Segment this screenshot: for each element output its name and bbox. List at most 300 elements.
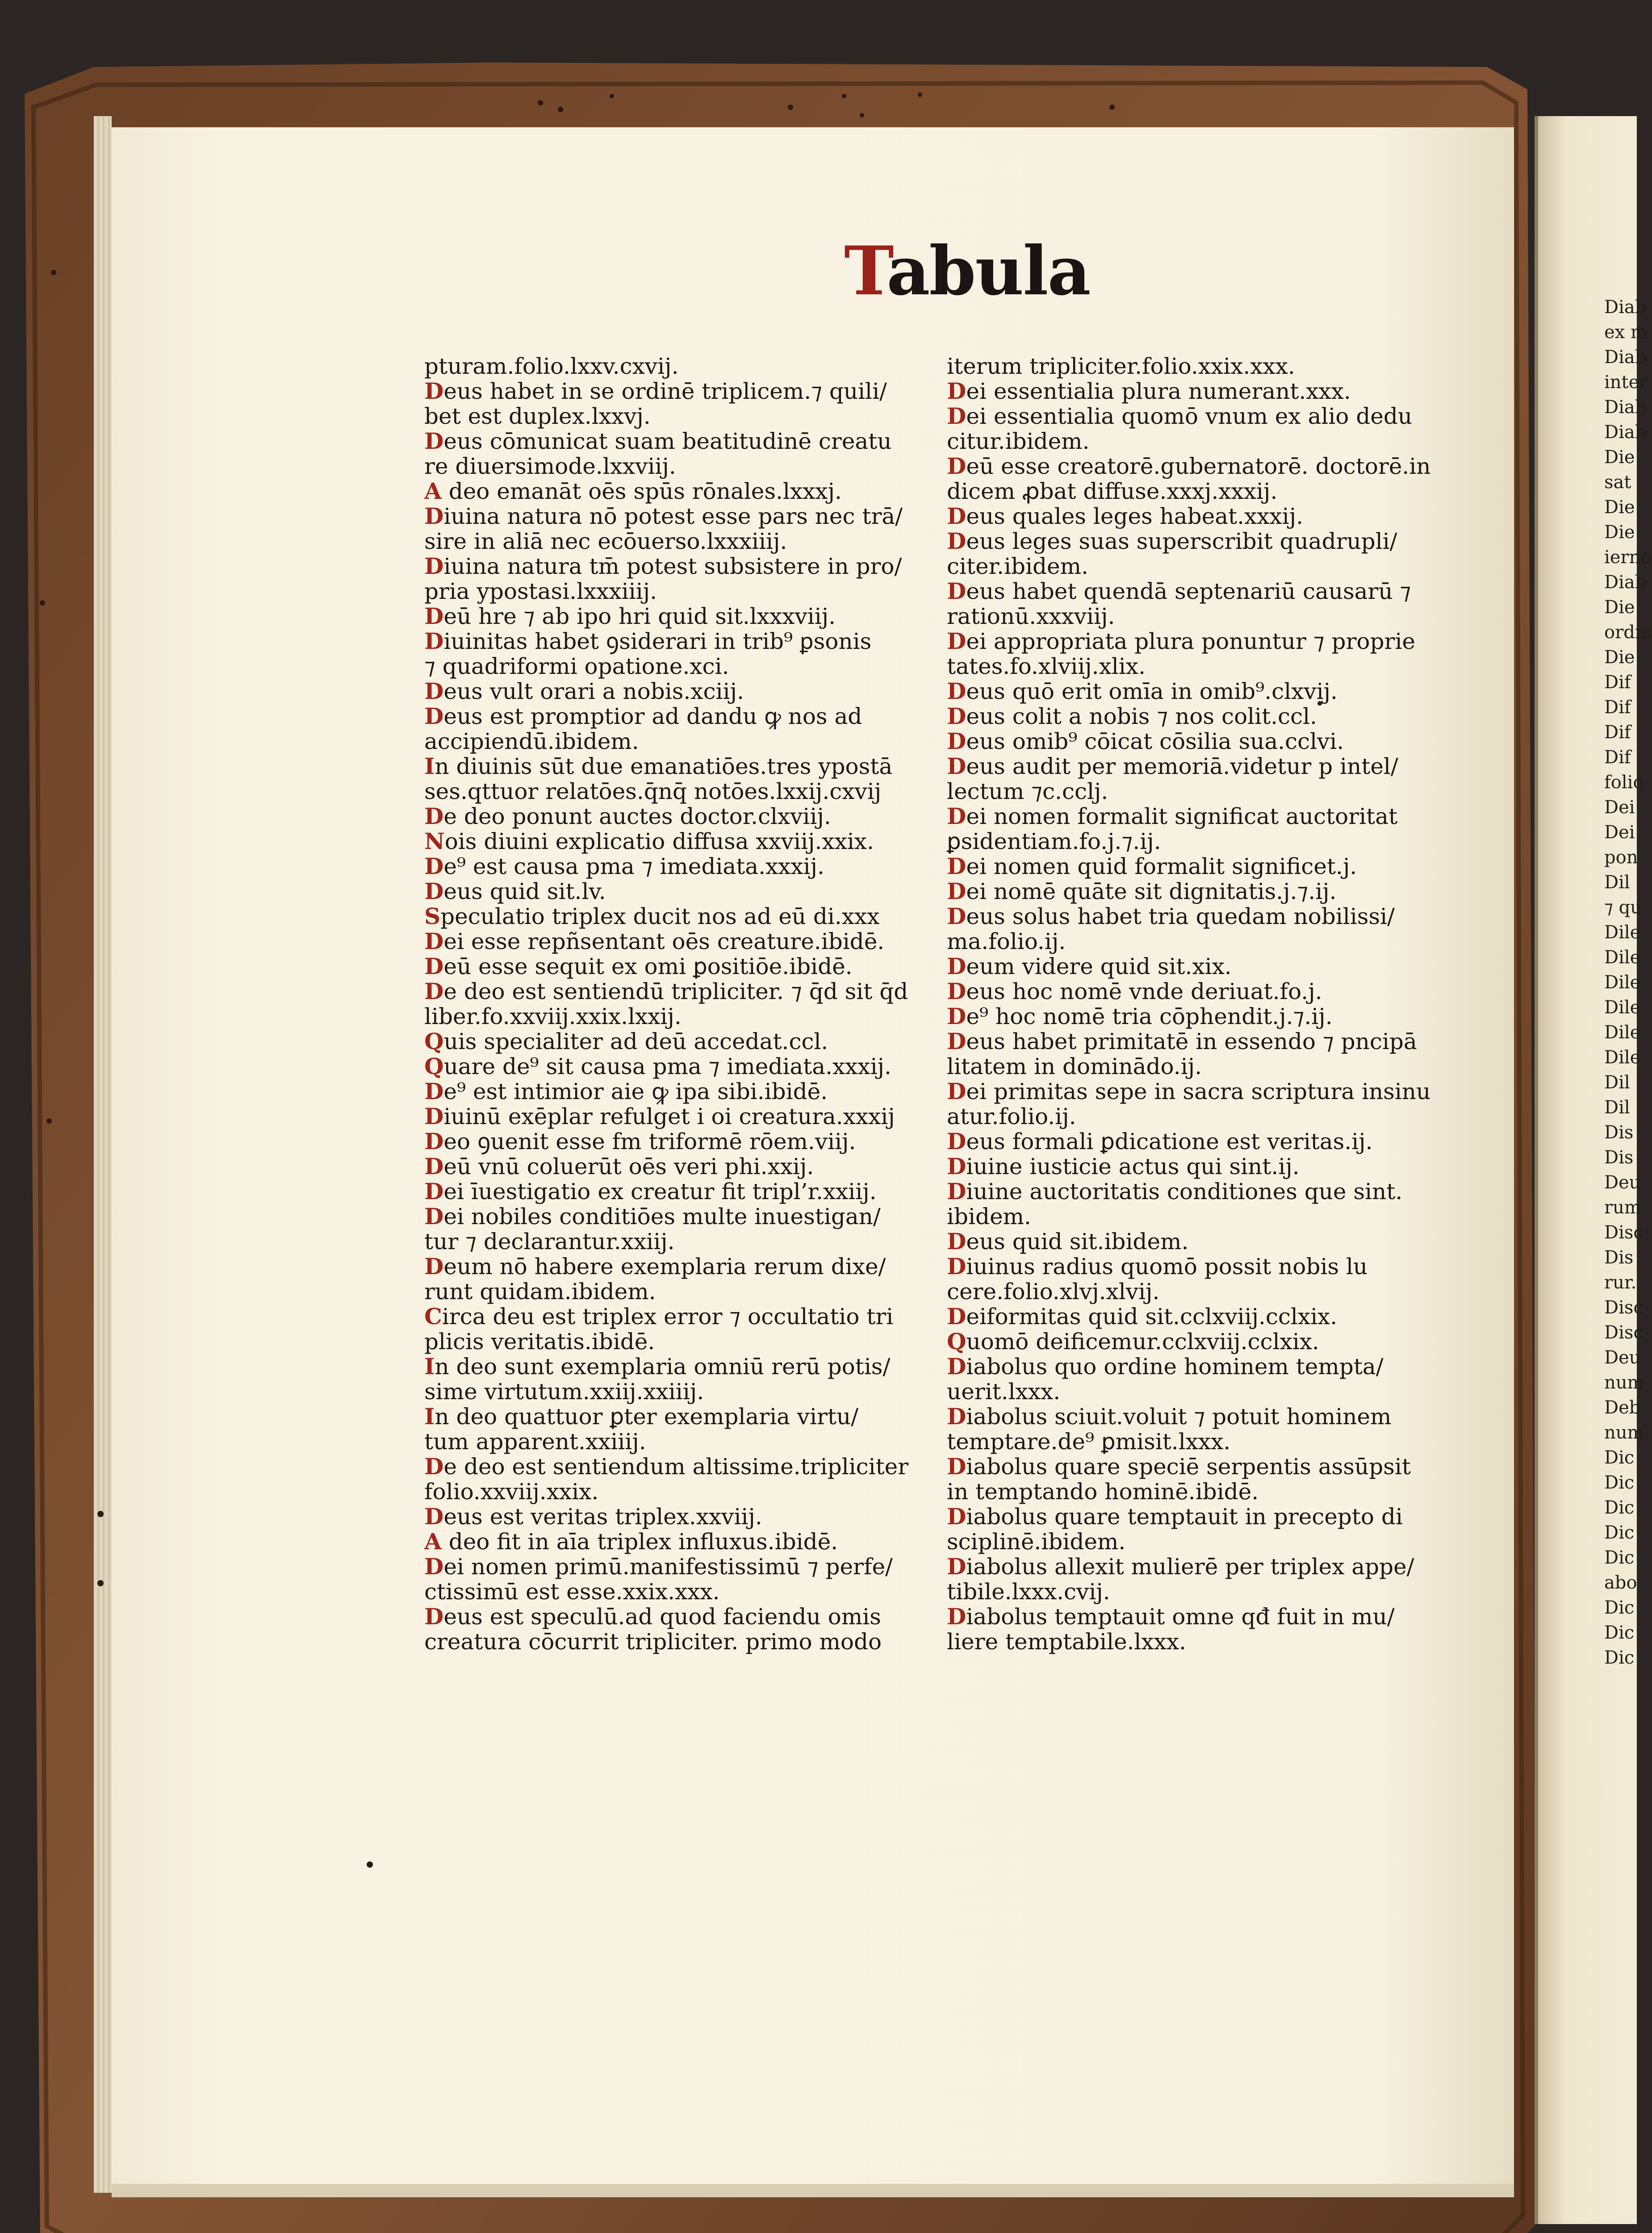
index-entry-line (947, 1004, 1430, 1029)
entry-text: peculatio triplex ducit nos ad eū di.xxx (440, 903, 880, 929)
entry-text: iabolus temptauit omne qđ fuit in mu/ (966, 1604, 1395, 1630)
index-entry-line (947, 1254, 1430, 1279)
page-title (844, 232, 1090, 310)
index-entry-line (947, 379, 1430, 404)
index-entry-line (424, 379, 908, 404)
rubricated-initial: D (947, 1178, 966, 1204)
entry-text: uare de⁹ sit causa pma ⁊ imediata.xxxij. (443, 1054, 891, 1079)
entry-text: iuina natura nō potest esse pars nec trā/ (443, 503, 903, 529)
facing-page-fragment: Dei (1604, 822, 1635, 843)
facing-page-fragment: Dis (1604, 1247, 1634, 1268)
index-entry-line: folio.xxviij.xxix. (424, 1479, 599, 1505)
index-entry-line (424, 1354, 908, 1379)
facing-page-fragment: Dic (1604, 1472, 1635, 1493)
entry-text: eū vnū coluerūt oēs veri phi.xxij. (443, 1154, 814, 1179)
facing-page-fragment: pon (1604, 847, 1638, 868)
index-entry-line (947, 704, 1430, 729)
facing-page-fragment: Dei (1604, 797, 1635, 818)
index-entry-line (424, 479, 908, 504)
index-entry-line: atur.folio.ij. (947, 1104, 1076, 1129)
facing-page-fragment: folio (1604, 772, 1644, 793)
index-entry-line (424, 879, 908, 904)
entry-text: ei nobiles conditiōes multe inuestigan/ (443, 1204, 881, 1229)
index-entry-line: pria ypostasi.lxxxiiij. (424, 578, 657, 604)
rubricated-initial: A (424, 478, 442, 504)
entry-text: eū hre ⁊ ab ipo hri quid sit.lxxxviij. (443, 603, 836, 629)
rubricated-initial: D (947, 1028, 966, 1054)
entry-text: eus formali ꝑdicatione est veritas.ij. (966, 1129, 1373, 1154)
index-entry-line (424, 1454, 908, 1479)
index-entry-line: uerit.lxxx. (947, 1379, 1061, 1405)
rubricated-initial: S (424, 903, 441, 929)
index-entry-line (947, 1454, 1430, 1479)
index-entry-line: plicis veritatis.ibidē. (424, 1329, 655, 1355)
rubricated-initial: D (424, 1203, 444, 1229)
index-entry-line (424, 1179, 908, 1204)
index-entry-line (947, 504, 1430, 529)
index-entry-line: ma.folio.ij. (947, 928, 1066, 954)
index-entry-line: accipiendū.ibidem. (424, 728, 639, 754)
facing-page-fragment: Disc (1604, 1297, 1644, 1318)
index-entry-line: cere.folio.xlvj.xlvij. (947, 1279, 1160, 1305)
rubricated-initial: D (947, 578, 966, 604)
entry-text: irca deu est triplex error ⁊ occultatio tri (442, 1304, 894, 1330)
facing-page-fragment: sat (1604, 472, 1631, 493)
facing-page-fragment: Dif (1604, 747, 1631, 768)
rubricated-initial: N (424, 828, 445, 854)
entry-text: eus quō erit omīa in omib⁹.clxvij. (966, 678, 1338, 704)
entry-text: eus est veritas triplex.xxviij. (443, 1504, 762, 1530)
facing-page-fragment: Dic (1604, 1597, 1635, 1618)
rubricated-initial: D (424, 603, 444, 629)
facing-page-fragment: num (1604, 1372, 1644, 1393)
entry-text: uis specialiter ad deū accedat.ccl. (443, 1029, 828, 1054)
entry-text: eus habet quendā septenariū causarū ⁊ (966, 578, 1411, 604)
entry-text: ei primitas sepe in sacra scriptura insinu (966, 1079, 1431, 1104)
rubricated-initial: D (947, 903, 966, 929)
index-entry-line (424, 804, 908, 829)
rubricated-initial: D (424, 628, 444, 654)
index-entry-line (424, 629, 908, 654)
index-entry-line (947, 1179, 1430, 1204)
index-entry-line (947, 904, 1430, 929)
index-entry-line (424, 1029, 908, 1054)
index-entry-line (947, 1229, 1430, 1254)
facing-page-fragment: Deu (1604, 1347, 1641, 1368)
index-entry-line: litatem in dominādo.ij. (947, 1054, 1202, 1079)
entry-text: eus habet in se ordinē triplicem.⁊ quili/ (443, 378, 887, 404)
entry-text: eū esse sequit ex omi ꝑositiōe.ibidē. (443, 953, 853, 979)
rubricated-initial: D (947, 703, 966, 729)
index-entry-line (424, 904, 908, 929)
entry-text: ois diuini explicatio diffusa xxviij.xxix. (444, 828, 874, 854)
facing-page-fragment: Diab (1604, 572, 1647, 593)
index-entry-line (947, 729, 1430, 754)
entry-text: eus est speculū.ad quod faciendu omis (443, 1604, 881, 1630)
entry-text: iuinitas habet ꝯsiderari in trib⁹ ꝑsonis (443, 628, 872, 654)
facing-page-fragment: Dile (1604, 922, 1641, 943)
index-entry-line (424, 1504, 908, 1529)
rubricated-initial: D (947, 1253, 966, 1280)
facing-page-fragment: Dic (1604, 1522, 1635, 1543)
index-entry-line (424, 954, 908, 979)
index-entry-line: in temptando hominē.ibidē. (947, 1479, 1259, 1505)
entry-text: iabolus quare temptauit in precepto di (966, 1504, 1403, 1530)
index-entry-line (947, 454, 1430, 479)
rubricated-initial: D (947, 1503, 966, 1530)
entry-text: n diuinis sūt due emanatiōes.tres ypostā (435, 753, 893, 779)
entry-text: e⁹ est causa pma ⁊ imediata.xxxij. (443, 853, 824, 879)
facing-page-fragment: Dile (1604, 1022, 1641, 1043)
index-entry-line (424, 979, 908, 1004)
index-entry-line (947, 1604, 1430, 1629)
entry-text: eus audit per memoriā.videtur p intel/ (966, 753, 1398, 779)
facing-page-fragment: rum (1604, 1197, 1641, 1218)
title-rest: abula (887, 232, 1090, 310)
index-entry-line (947, 1354, 1430, 1379)
rubricated-initial: D (424, 928, 444, 954)
facing-page-fragment: Diab (1604, 297, 1647, 318)
entry-text: deo fit in aīa triplex influxus.ibidē. (441, 1529, 838, 1555)
rubricated-initial: D (947, 453, 966, 479)
facing-page-fragment: Diab (1604, 397, 1647, 418)
index-entry-line: sciplinē.ibidem. (947, 1529, 1126, 1555)
rubricated-initial: Q (947, 1328, 966, 1355)
facing-page-fragment: Die (1604, 497, 1635, 518)
entry-text: eus quales leges habeat.xxxij. (966, 503, 1303, 529)
facing-page-fragment: rur. (1604, 1272, 1637, 1293)
rubricated-initial: D (424, 1503, 444, 1530)
rubricated-initial: D (947, 878, 966, 904)
entry-text: eo ꝯuenit esse fm triformē rōem.viij. (443, 1129, 856, 1154)
rubricated-initial: D (947, 628, 966, 654)
facing-page-fragment: Dic (1604, 1447, 1635, 1468)
index-entry-line (424, 829, 908, 854)
facing-page-fragment: Dic (1604, 1648, 1635, 1668)
entry-text: iuine auctoritatis conditiones que sint. (966, 1179, 1403, 1204)
rubricated-initial: A (424, 1528, 442, 1555)
index-entry-line (424, 704, 908, 729)
index-entry-line (947, 1304, 1430, 1329)
rubricated-initial: D (947, 1228, 966, 1254)
index-entry-line (424, 604, 908, 629)
index-entry-line (947, 1329, 1430, 1354)
entry-text: ei nomen formalit significat auctoritat (966, 803, 1398, 829)
entry-text: eiformitas quid sit.cclxviij.cclxix. (966, 1304, 1338, 1330)
index-entry-line: rationū.xxxviij. (947, 603, 1115, 629)
index-entry-line (947, 804, 1430, 829)
entry-text: eū esse creatorē.gubernatorē. doctorē.in (966, 453, 1431, 479)
facing-page-fragment: Disc (1604, 1222, 1644, 1243)
entry-text: eus est promptior ad dandu ꝙ nos ad (443, 703, 862, 729)
index-entry-line: sime virtutum.xxiij.xxiiij. (424, 1379, 704, 1405)
index-entry-line: tibile.lxxx.cvij. (947, 1579, 1110, 1605)
index-entry-line (424, 1104, 908, 1129)
rubricated-initial: D (947, 1553, 966, 1580)
index-entry-line: ctissimū est esse.xxix.xxx. (424, 1579, 720, 1605)
index-entry-line: dicem ꝓbat diffuse.xxxj.xxxij. (947, 478, 1278, 504)
facing-page-fragment: Dic (1604, 1547, 1635, 1568)
facing-page-fragment: Dis (1604, 1122, 1634, 1143)
index-entry-line (947, 529, 1430, 554)
rubricated-initial: D (424, 1253, 444, 1280)
entry-text: eus leges suas superscribit quadrupli/ (966, 528, 1397, 554)
index-entry-line (947, 404, 1430, 429)
facing-page-fragment: Dil (1604, 872, 1630, 893)
index-entry-line (424, 1254, 908, 1279)
index-entry-line (424, 854, 908, 879)
index-entry-line (947, 979, 1430, 1004)
entry-text: iabolus quare speciē serpentis assūpsit (966, 1454, 1411, 1480)
index-entry-line (947, 1029, 1430, 1054)
facing-page-fragment: ⁊ qu (1604, 897, 1642, 918)
entry-text: eus solus habet tria quedam nobilissi/ (966, 903, 1395, 929)
index-entry-line: tum apparent.xxiiij. (424, 1429, 646, 1455)
facing-page-fragment: Disc (1604, 1322, 1644, 1343)
rubricated-initial: I (424, 1353, 435, 1380)
index-entry-line (947, 1079, 1430, 1104)
index-entry-line (947, 854, 1430, 879)
facing-page-fragment: Die (1604, 647, 1635, 668)
rubricated-initial: D (424, 1128, 444, 1154)
index-entry-line (424, 1604, 908, 1629)
index-entry-line (424, 1079, 908, 1104)
rubricated-initial: D (424, 978, 444, 1004)
facing-page-fragment: Dif (1604, 672, 1631, 693)
facing-page-fragment: Dil (1604, 1097, 1630, 1118)
facing-page-fragment: Dil (1604, 1072, 1630, 1093)
index-entry-line (947, 579, 1430, 604)
entry-text: eus quid sit.ibidem. (966, 1229, 1189, 1254)
entry-text: iabolus sciuit.voluit ⁊ potuit hominem (966, 1404, 1392, 1430)
index-entry-line (424, 504, 908, 529)
index-entry-line: citur.ibidem. (947, 428, 1090, 454)
index-entry-line (424, 1129, 908, 1154)
entry-text: eus omib⁹ cōicat cōsilia sua.cclvi. (966, 728, 1344, 754)
entry-text: e⁹ est intimior aie ꝙ ipa sibi.ibidē. (443, 1079, 828, 1104)
entry-text: n deo sunt exemplaria omniū rerū potis/ (435, 1354, 891, 1380)
rubricated-initial: D (424, 378, 444, 404)
rubricated-initial: D (424, 1178, 444, 1204)
facing-page-fragment: ordin (1604, 622, 1652, 643)
rubricated-initial: D (424, 1453, 444, 1480)
entry-text: iuine iusticie actus qui sint.ij. (966, 1154, 1300, 1179)
rubricated-initial: D (947, 1078, 966, 1104)
facing-page-fragment: Die (1604, 597, 1635, 618)
rubricated-initial: D (424, 1153, 444, 1179)
index-entry-line (947, 879, 1430, 904)
rubricated-initial: Q (424, 1053, 444, 1079)
index-entry-line (947, 1554, 1430, 1579)
rubricated-initial: D (424, 853, 444, 879)
index-entry-line (947, 954, 1430, 979)
index-entry-line (424, 1054, 908, 1079)
index-entry-line: temptare.de⁹ ꝑmisit.lxxx. (947, 1429, 1231, 1455)
rubricated-initial: D (424, 553, 444, 579)
rubricated-initial: D (424, 1078, 444, 1104)
facing-page-fragment: Dif (1604, 722, 1631, 743)
facing-page-fragment: abo (1604, 1572, 1637, 1593)
rubricated-initial: Q (424, 1028, 444, 1054)
entry-text: e deo est sentiendū tripliciter. ⁊ q̄d sit q̄d (443, 979, 908, 1004)
index-entry-line (424, 1554, 908, 1579)
index-entry-line (947, 629, 1430, 654)
entry-text: eus hoc nomē vnde deriuat.fo.j. (966, 979, 1322, 1004)
index-column-left (424, 354, 908, 1654)
facing-page-fragment: Deu (1604, 1172, 1641, 1193)
rubricated-initial: D (424, 878, 444, 904)
facing-page-fragment: ierno (1604, 547, 1652, 568)
rubricated-initial: D (947, 978, 966, 1004)
facing-page-fragment: Die (1604, 447, 1635, 468)
index-entry-line (424, 554, 908, 579)
index-entry-line: iterum tripliciter.folio.xxix.xxx. (947, 353, 1295, 379)
facing-page-fragment: Diab (1604, 422, 1647, 443)
rubricated-initial: D (424, 703, 444, 729)
rubricated-initial: D (947, 403, 966, 429)
rubricated-initial: D (424, 803, 444, 829)
facing-page-fragment: Dif (1604, 697, 1631, 718)
rubricated-initial: D (424, 1103, 444, 1129)
entry-text: eus cōmunicat suam beatitudinē creatu (443, 428, 892, 454)
index-entry-line: pturam.folio.lxxv.cxvij. (424, 353, 679, 379)
entry-text: uomō deificemur.cclxviij.cclxix. (966, 1329, 1319, 1355)
facing-page-fragment: Diab (1604, 347, 1647, 368)
rubricated-initial: D (947, 528, 966, 554)
entry-text: iuina natura tm̄ potest subsistere in pro/ (443, 553, 902, 579)
index-entry-line: tur ⁊ declarantur.xxiij. (424, 1229, 675, 1254)
entry-text: eus habet primitatē in essendo ⁊ pncipā (966, 1029, 1417, 1054)
index-entry-line: ⁊ quadriformi opatione.xci. (424, 653, 729, 679)
rubricated-initial: D (947, 728, 966, 754)
index-entry-line: lectum ⁊c.cclj. (947, 778, 1108, 804)
facing-page-fragment: Dile (1604, 1047, 1641, 1068)
entry-text: e deo est sentiendum altissime.tripliciter (443, 1454, 909, 1480)
index-entry-line (947, 1504, 1430, 1529)
rubricated-initial: D (424, 503, 444, 529)
facing-page-fragment: Dic (1604, 1497, 1635, 1518)
rubricated-initial: I (424, 1403, 435, 1430)
entry-text: iuinus radius quomō possit nobis lu (966, 1254, 1368, 1280)
facing-page-fragment: Dic (1604, 1622, 1635, 1643)
index-entry-line: ibidem. (947, 1204, 1031, 1229)
entry-text: ei appropriata plura ponuntur ⁊ proprie (966, 628, 1416, 654)
rubricated-initial: D (947, 378, 966, 404)
entry-text: n deo quattuor ꝑter exemplaria virtu/ (435, 1404, 859, 1430)
rubricated-initial: D (947, 1353, 966, 1380)
index-entry-line (947, 679, 1430, 704)
rubricated-initial: D (424, 953, 444, 979)
facing-page-fragment: Dile (1604, 947, 1641, 968)
index-entry-line: sire in aliā nec ecōuerso.lxxxiiij. (424, 528, 787, 554)
index-entry-line: ses.qttuor relatōes.q̄nq̄ notōes.lxxij.cxvij (424, 778, 882, 804)
rubricated-initial: D (424, 1553, 444, 1580)
index-entry-line: ꝑsidentiam.fo.j.⁊.ij. (947, 828, 1161, 854)
entry-text: iuinū exēplar refulget i oi creatura.xxxij (443, 1104, 895, 1129)
index-entry-line: creatura cōcurrit tripliciter. primo modo (424, 1629, 882, 1655)
facing-page-fragment: num (1604, 1422, 1644, 1443)
rubricated-initial: D (947, 1403, 966, 1430)
entry-text: ei nomē quāte sit dignitatis.j.⁊.ij. (966, 878, 1337, 904)
rubricated-initial: D (424, 678, 444, 704)
rubricated-initial: D (424, 1603, 444, 1630)
entry-text: eus quid sit.lv. (443, 878, 606, 904)
facing-page-fragment: inter (1604, 372, 1648, 393)
index-entry-line (424, 1154, 908, 1179)
rubricated-initial: D (947, 503, 966, 529)
rubricated-initial: D (947, 1453, 966, 1480)
rubricated-initial: D (947, 853, 966, 879)
entry-text: iabolus allexit mulierē per triplex appe/ (966, 1554, 1414, 1580)
index-entry-line (424, 1529, 908, 1554)
facing-page-fragment: Deb (1604, 1397, 1641, 1418)
index-entry-line (424, 1304, 908, 1329)
entry-text: e deo ponunt auctes doctor.clxviij. (443, 803, 831, 829)
index-entry-line (947, 1404, 1430, 1429)
rubricated-initial: D (947, 1303, 966, 1330)
index-entry-line: re diuersimode.lxxviij. (424, 453, 676, 479)
index-entry-line: bet est duplex.lxxvj. (424, 403, 651, 429)
index-entry-line (424, 754, 908, 779)
rubricated-initial: D (947, 1153, 966, 1179)
rubricated-initial: D (947, 678, 966, 704)
entry-text: e⁹ hoc nomē tria cōphendit.j.⁊.ij. (966, 1004, 1333, 1029)
rubricated-initial: D (947, 1603, 966, 1630)
facing-page-fragment: ex m (1604, 322, 1648, 343)
rubricated-initial: D (947, 1128, 966, 1154)
index-entry-line: liere temptabile.lxxx. (947, 1629, 1186, 1655)
index-entry-line: runt quidam.ibidem. (424, 1279, 656, 1305)
index-entry-line (947, 754, 1430, 779)
entry-text: ei nomen primū.manifestissimū ⁊ perfe/ (443, 1554, 893, 1580)
entry-text: eum videre quid sit.xix. (966, 953, 1232, 979)
entry-text: eum nō habere exemplaria rerum dixe/ (443, 1254, 886, 1280)
facing-page-fragments (1604, 295, 1652, 1670)
facing-page-fragment: Dile (1604, 972, 1641, 993)
rubricated-initial: D (947, 753, 966, 779)
rubricated-initial: D (947, 803, 966, 829)
facing-page-fragment: Dis (1604, 1147, 1634, 1168)
entry-text: ei īuestigatio ex creatur fit tripl’r.xxiij. (443, 1179, 877, 1204)
rubricated-initial: I (424, 753, 435, 779)
index-entry-line (424, 929, 908, 954)
facing-page-fragment: Die (1604, 522, 1635, 543)
entry-text: ei esse repñsentant oēs creature.ibidē. (443, 928, 885, 954)
entry-text: iabolus quo ordine hominem tempta/ (966, 1354, 1384, 1380)
index-column-right (947, 354, 1430, 1654)
index-entry-line (947, 1154, 1430, 1179)
index-entry-line: liber.fo.xxviij.xxix.lxxij. (424, 1004, 682, 1029)
index-entry-line (424, 1404, 908, 1429)
index-entry-line: tates.fo.xlviij.xlix. (947, 653, 1146, 679)
entry-text: deo emanāt oēs spūs rōnales.lxxxj. (441, 478, 842, 504)
rubricated-initial: C (424, 1303, 442, 1330)
entry-text: eus colit a nobis ⁊ nos colit.ccl. (966, 703, 1317, 729)
index-entry-line (424, 679, 908, 704)
title-initial: T (844, 232, 887, 310)
index-entry-line: citer.ibidem. (947, 553, 1088, 579)
index-entry-line (424, 429, 908, 454)
index-entry-line (424, 1204, 908, 1229)
entry-text: ei essentialia quomō vnum ex alio dedu (966, 403, 1413, 429)
entry-text: eus vult orari a nobis.xciij. (443, 678, 744, 704)
facing-page-fragment: Dile (1604, 997, 1641, 1018)
rubricated-initial: D (947, 953, 966, 979)
rubricated-initial: D (424, 428, 444, 454)
entry-text: ei essentialia plura numerant.xxx. (966, 378, 1351, 404)
index-entry-line (947, 1129, 1430, 1154)
rubricated-initial: D (947, 1003, 966, 1029)
